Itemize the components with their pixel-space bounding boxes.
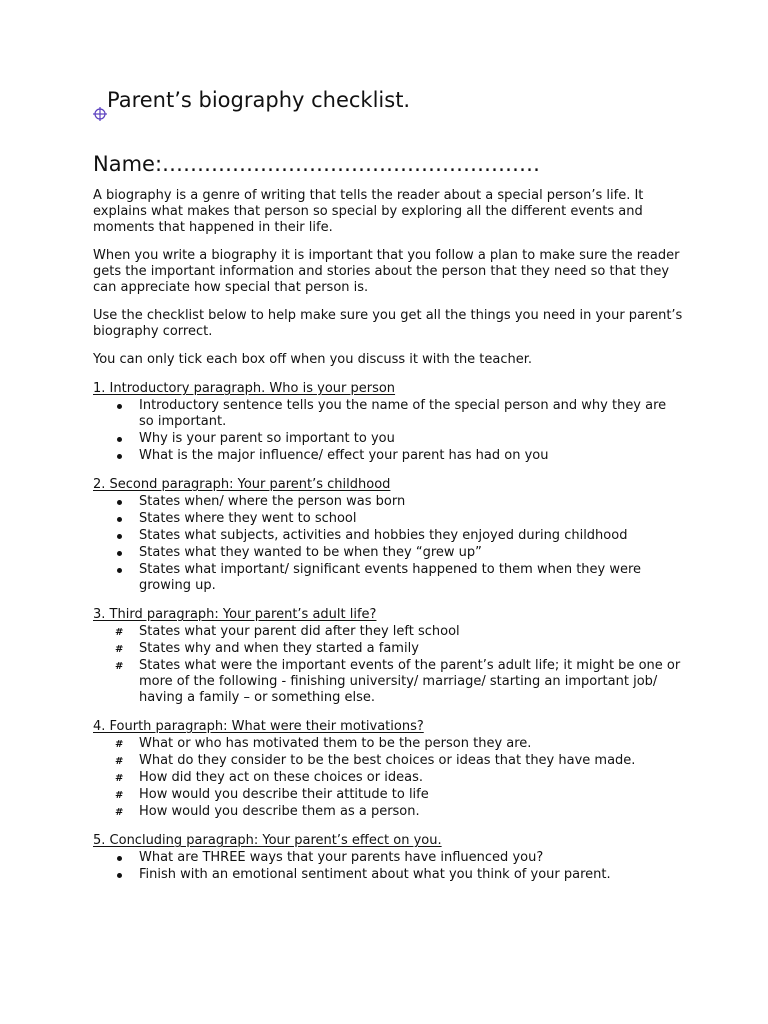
checklist-item-text: Why is your parent so important to you (139, 431, 395, 446)
checklist-item-text: What do they consider to be the best choices or ideas that they have made. (139, 753, 636, 768)
checklist-items (93, 850, 683, 883)
checklist-sections (93, 381, 683, 883)
checklist-item-text: Finish with an emotional sentiment about what you think of your parent. (139, 867, 611, 882)
checklist-item (93, 770, 683, 786)
section-heading: 1. Introductory paragraph. Who is your person (93, 381, 396, 396)
round-bullet-icon (117, 437, 122, 442)
checklist-items (93, 624, 683, 706)
checklist-section (93, 381, 683, 464)
checklist-item-text: States where they went to school (139, 511, 357, 526)
checklist-item-text: How would you describe their attitude to life (139, 787, 429, 802)
checklist-item (93, 545, 683, 561)
page-title: Parent’s biography checklist. (107, 88, 411, 112)
section-heading: 5. Concluding paragraph: Your parent’s effect on you. (93, 833, 442, 848)
section-heading: 3. Third paragraph: Your parent’s adult life? (93, 607, 377, 622)
checklist-item-text: States what your parent did after they left school (139, 624, 460, 639)
hash-bullet-icon: # (115, 807, 124, 818)
plan-paragraph: When you write a biography it is important that you follow a plan to make sure the reader gets the important information and stories about the person that they need so that they can appreciate how special that person is. (93, 248, 680, 295)
checklist-item (93, 867, 683, 883)
checklist-item (93, 494, 683, 510)
checklist-item (93, 658, 683, 706)
checklist-items (93, 494, 683, 594)
checklist-item (93, 511, 683, 527)
section-heading: 2. Second paragraph: Your parent’s childhood (93, 477, 391, 492)
checklist-item-text: States why and when they started a family (139, 641, 419, 656)
round-bullet-icon (117, 534, 122, 539)
checklist-item-text: How did they act on these choices or ideas. (139, 770, 423, 785)
title-row (93, 86, 683, 116)
checklist-section (93, 833, 683, 883)
checklist-item (93, 431, 683, 447)
checklist-item-text: States what subjects, activities and hobbies they enjoyed during childhood (139, 528, 628, 543)
checklist-item-text: States when/ where the person was born (139, 494, 406, 509)
checklist-item (93, 528, 683, 544)
tick-instruction: You can only tick each box off when you discuss it with the teacher. (93, 352, 533, 367)
name-line: Name:……………………………………………… (93, 152, 541, 176)
hash-bullet-icon: # (115, 644, 124, 655)
checklist-item (93, 448, 683, 464)
checklist-item (93, 804, 683, 820)
checklist-item (93, 624, 683, 640)
hash-bullet-icon: # (115, 773, 124, 784)
checklist-items (93, 736, 683, 820)
checklist-section (93, 607, 683, 706)
checklist-item-text: States what they wanted to be when they “grew up” (139, 545, 482, 560)
round-bullet-icon (117, 551, 122, 556)
round-bullet-icon (117, 856, 122, 861)
hash-bullet-icon: # (115, 790, 124, 801)
intro-paragraph: A biography is a genre of writing that tells the reader about a special person’s life. It explains what makes that person so special by exploring all the different events and moments that happened in their life. (93, 188, 644, 235)
checklist-item (93, 787, 683, 803)
checklist-section (93, 477, 683, 594)
checklist-item (93, 850, 683, 866)
checklist-item-text: What are THREE ways that your parents have influenced you? (139, 850, 544, 865)
checklist-item (93, 398, 683, 430)
checklist-paragraph: Use the checklist below to help make sure you get all the things you need in your parent’s biography correct. (93, 308, 683, 339)
hash-bullet-icon: # (115, 756, 124, 767)
round-bullet-icon (117, 517, 122, 522)
checklist-item (93, 736, 683, 752)
round-bullet-icon (117, 568, 122, 573)
checklist-item (93, 641, 683, 657)
hash-bullet-icon: # (115, 627, 124, 638)
checklist-item-text: What is the major influence/ effect your parent has had on you (139, 448, 549, 463)
round-bullet-icon (117, 454, 122, 459)
round-bullet-icon (117, 500, 122, 505)
checklist-item-text: What or who has motivated them to be the person they are. (139, 736, 532, 751)
section-heading: 4. Fourth paragraph: What were their motivations? (93, 719, 424, 734)
checklist-item (93, 562, 683, 594)
checklist-item-text: Introductory sentence tells you the name of the special person and why they are so important. (139, 398, 667, 429)
checklist-items (93, 398, 683, 464)
checklist-item-text: States what important/ significant events happened to them when they were growing up. (139, 562, 642, 593)
checklist-item-text: How would you describe them as a person. (139, 804, 420, 819)
round-bullet-icon (117, 404, 122, 409)
hash-bullet-icon: # (115, 661, 124, 672)
hash-bullet-icon: # (115, 739, 124, 750)
checklist-item (93, 753, 683, 769)
checklist-item-text: States what were the important events of the parent’s adult life; it might be one or more of the following - finishing university/ marriage/ starting an important job/ having a family – or something else. (139, 658, 681, 705)
round-bullet-icon (117, 873, 122, 878)
document-page (93, 86, 683, 883)
checklist-section (93, 719, 683, 820)
